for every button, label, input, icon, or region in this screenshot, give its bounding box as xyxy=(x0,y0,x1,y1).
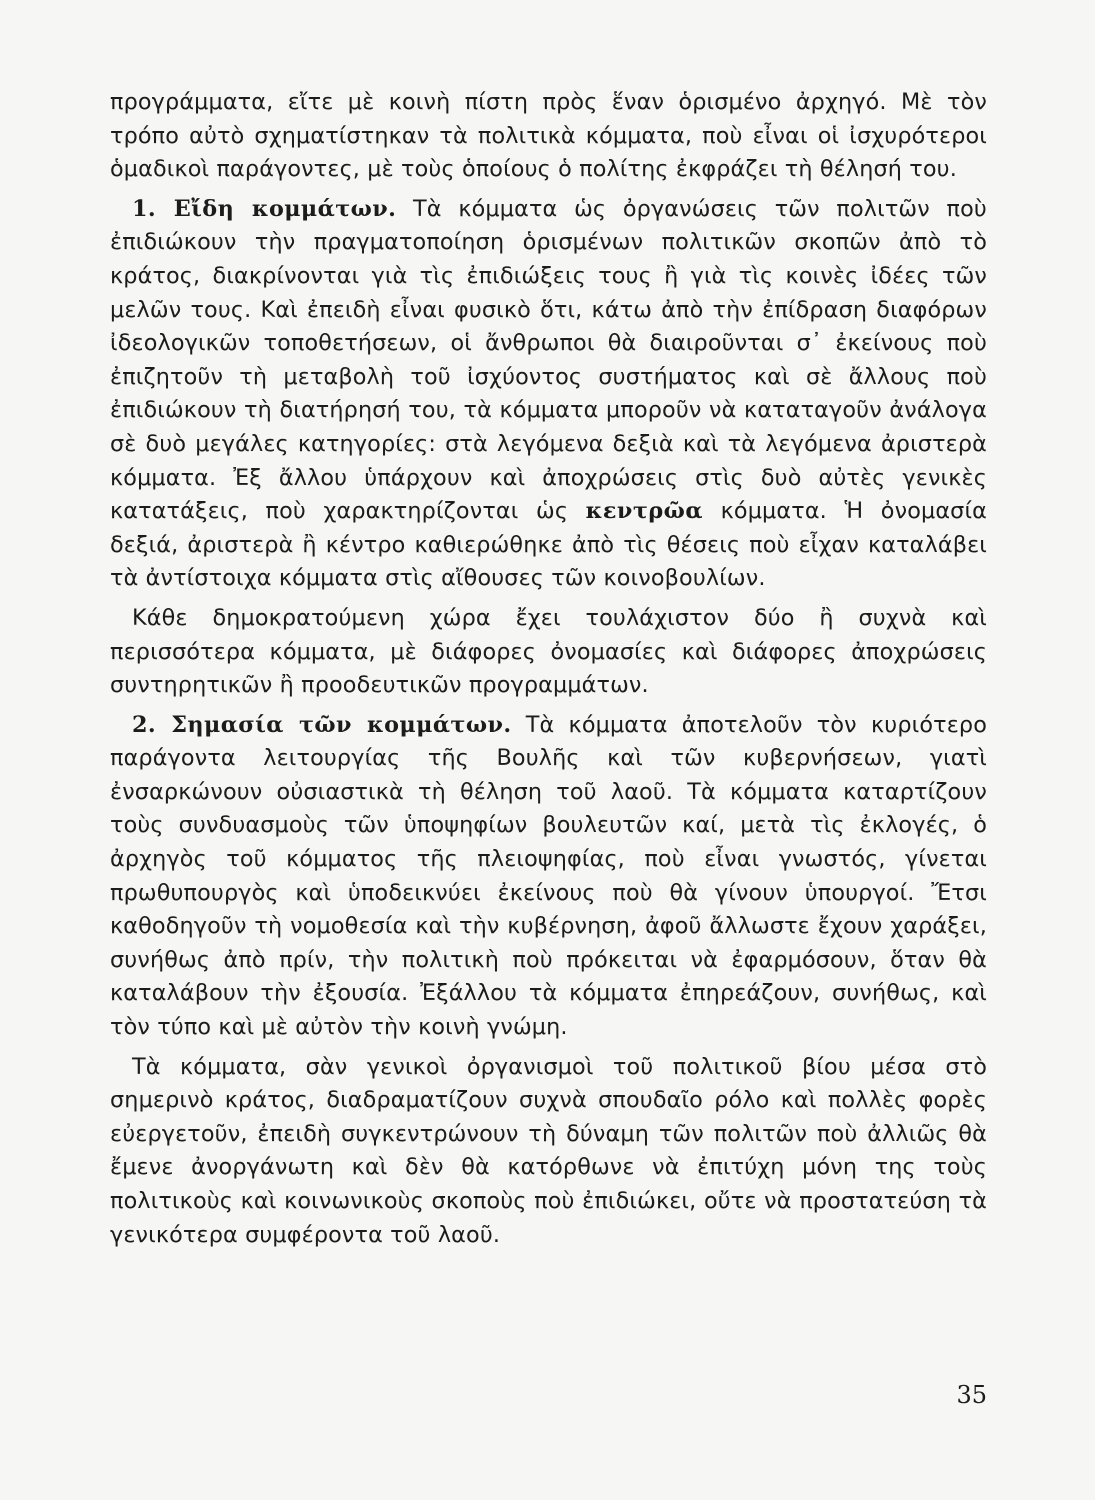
section-2-heading: 2. Σημασία τῶν κομμάτων. xyxy=(132,711,512,738)
section-2-text: Τὰ κόμματα ἀποτελοῦν τὸν κυριότερο παράγοντα λειτουργίας τῆς Βουλῆς καὶ τῶν κυβερνήσεων, γιατὶ ἐνσαρκώνουν οὐσιαστικὰ τὴ θέληση τοῦ λαοῦ. Τὰ κόμματα καταρτίζουν τοὺς συνδυασμοὺς τῶν ὑποψηφίων βουλευτῶν καί, μετὰ τὶς ἐκλογές, ὁ ἀρχηγὸς τοῦ κόμματος τῆς πλειοψηφίας, ποὺ εἶναι γνωστός, γίνεται πρωθυπουργὸς καὶ ὑποδεικνύει ἐκείνους ποὺ θὰ γίνουν ὑπουργοί. Ἔτσι καθοδηγοῦν τὴ νομοθεσία καὶ τὴν κυβέρνηση, ἀφοῦ ἄλλωστε ἔχουν χαράξει, συνήθως ἀπὸ πρίν, τὴν πολιτικὴ ποὺ πρόκειται νὰ ἐφαρμόσουν, ὅταν θὰ καταλάβουν τὴν ἐξουσία. Ἐξάλλου τὰ κόμματα ἐπηρεάζουν, συνήθως, καὶ τὸν τύπο καὶ μὲ αὐτὸν τὴν κοινὴ γνώμη. xyxy=(110,711,987,1041)
page-number: 35 xyxy=(956,1381,987,1409)
paragraph-intro: προγράμματα, εἴτε μὲ κοινὴ πίστη πρὸς ἕναν ὁρισμένο ἀρχηγό. Μὲ τὸν τρόπο αὐτὸ σχηματίστηκαν τὰ πολιτικὰ κόμματα, ποὺ εἶναι οἱ ἰσχυρότεροι ὁμαδικοὶ παράγοντες, μὲ τοὺς ὁποίους ὁ πολίτης ἐκφράζει τὴ θέλησή του. xyxy=(110,89,987,183)
section-1-text-b: κόμματα. Ἡ ὀνομασία δεξιά, ἀριστερὰ ἢ κέντρο καθιερώθηκε ἀπὸ τὶς θέσεις ποὺ εἶχαν καταλάβει τὰ ἀντίστοιχα κόμματα στὶς αἴθουσες τῶν κοινοβουλίων. xyxy=(110,498,987,592)
emphasis-word: κεντρῶα xyxy=(585,498,704,525)
paragraph-democracies: Κάθε δημοκρατούμενη χώρα ἔχει τουλάχιστον δύο ἢ συχνὰ καὶ περισσότερα κόμματα, μὲ διάφορες ὀνομασίες καὶ διάφορες ἀποχρώσεις συντηρητικῶν ἢ προοδευτικῶν προγραμμάτων. xyxy=(110,604,987,699)
section-1-text-a: Τὰ κόμματα ὡς ὀργανώσεις τῶν πολιτῶν ποὺ ἐπιδιώκουν τὴν πραγματοποίηση ὁρισμένων πολιτικῶν σκοπῶν ἀπὸ τὸ κράτος, διακρίνονται γιὰ τὶς ἐπιδιώξεις τους ἢ γιὰ τὶς κοινὲς ἰδέες τῶν μελῶν τους. Καὶ ἐπειδὴ εἶναι φυσικὸ ὅτι, κάτω ἀπὸ τὴν ἐπίδραση διαφόρων ἰδεολογικῶν τοποθετήσεων, οἱ ἄνθρωποι θὰ διαιροῦνται σ᾿ ἐκείνους ποὺ ἐπιζητοῦν τὴ μεταβολὴ τοῦ ἰσχύοντος συστήματος καὶ σὲ ἄλλους ποὺ ἐπιδιώκουν τὴ διατήρησή του, τὰ κόμματα μποροῦν νὰ καταταγοῦν ἀνάλογα σὲ δυὸ μεγάλες κατηγορίες: στὰ λεγόμενα δεξιὰ καὶ τὰ λεγόμενα ἀριστερὰ κόμματα. Ἐξ ἄλλου ὑπάρχουν καὶ ἀποχρώσεις στὶς δυὸ αὐτὲς γενικὲς κατατάξεις, ποὺ χαρακτηρίζονται ὡς xyxy=(110,195,987,525)
body-text xyxy=(110,86,987,1252)
section-1-paragraph xyxy=(110,193,987,596)
paragraph-conclusion: Τὰ κόμματα, σὰν γενικοὶ ὀργανισμοὶ τοῦ πολιτικοῦ βίου μέσα στὸ σημερινὸ κράτος, διαδραματίζουν συχνὰ σπουδαῖο ρόλο καὶ πολλὲς φορὲς εὐεργετοῦν, ἐπειδὴ συγκεντρώνουν τὴ δύναμη τῶν πολιτῶν ποὺ ἀλλιῶς θὰ ἔμενε ἀνοργάνωτη καὶ δὲν θὰ κατόρθωνε νὰ ἐπιτύχη μόνη της τοὺς πολιτικοὺς καὶ κοινωνικοὺς σκοποὺς ποὺ ἐπιδιώκει, οὔτε νὰ προστατεύση τὰ γενικότερα συμφέροντα τοῦ λαοῦ. xyxy=(110,1053,987,1248)
section-1-heading: 1. Εἴδη κομμάτων. xyxy=(132,195,397,222)
section-2-paragraph xyxy=(110,709,987,1045)
